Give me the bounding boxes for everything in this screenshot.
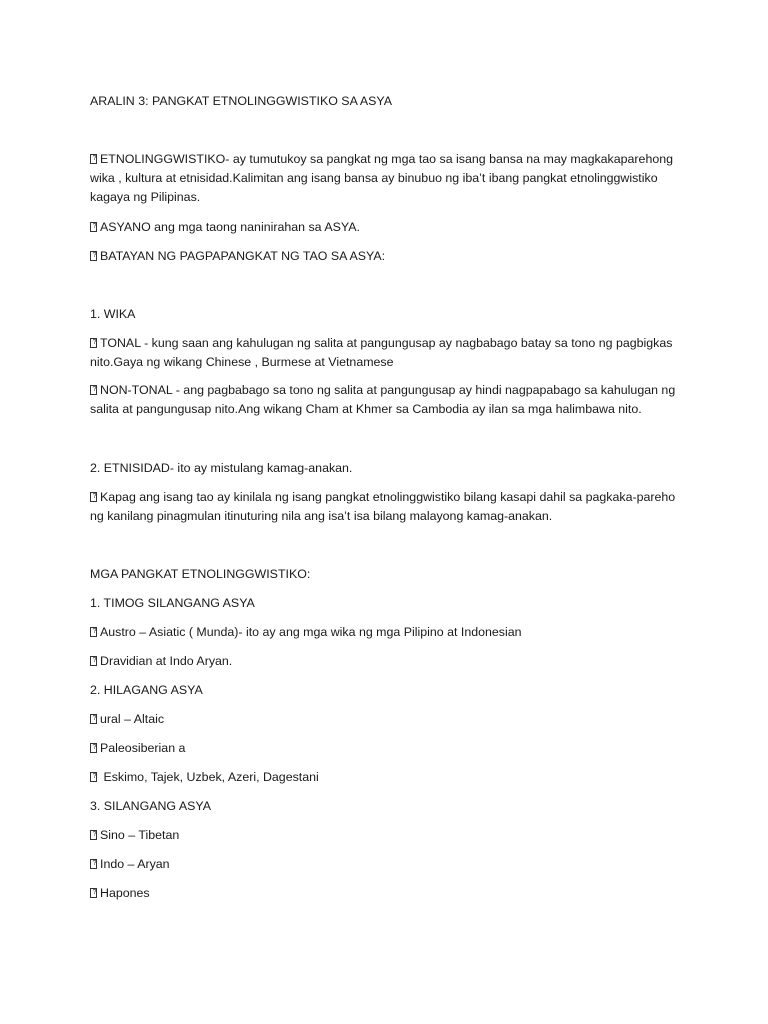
- list-item: ?Paleosiberian a: [90, 739, 185, 757]
- bullet-icon: [90, 251, 97, 261]
- bullet-icon: [90, 338, 97, 348]
- bullet-icon: [90, 830, 97, 840]
- bullet-icon: [90, 385, 97, 395]
- list-item: ?ural – Altaic: [90, 710, 164, 728]
- bullet-icon: [90, 656, 97, 666]
- etnisidad-paragraph: ?Kapag ang isang tao ay kinilala ng isang pangkat etnolinggwistiko bilang kasapi dahil sa pagkaka-pareho ng kanilang pinagmulan itinuturing nila ang isa’t isa bilang malayong kamag-anakan.: [90, 488, 690, 526]
- etnisidad-heading: 2. ETNISIDAD- ito ay mistulang kamag-anakan.: [90, 461, 353, 475]
- list-item: ?Hapones: [90, 884, 150, 902]
- list-item: ?Sino – Tibetan: [90, 826, 179, 844]
- bullet-icon: [90, 154, 97, 164]
- bullet-icon: [90, 627, 97, 637]
- groups-heading: MGA PANGKAT ETNOLINGGWISTIKO:: [90, 567, 311, 581]
- bullet-icon: [90, 743, 97, 753]
- list-item: ? Eskimo, Tajek, Uzbek, Azeri, Dagestani: [90, 768, 319, 786]
- bullet-icon: [90, 859, 97, 869]
- asyano-line: ?ASYANO ang mga taong naninirahan sa ASYA.: [90, 218, 360, 236]
- silangan-heading: 3. SILANGANG ASYA: [90, 799, 211, 813]
- nontonal-paragraph: ?NON-TONAL - ang pagbabago sa tono ng salita at pangungusap ay hindi nagpapabago sa kahulugan ng salita at pangungusap nito.Ang wikang Cham at Khmer sa Cambodia ay ilan sa mga halimbawa nito.: [90, 381, 690, 419]
- definition-paragraph: ?ETNOLINGGWISTIKO- ay tumutukoy sa pangkat ng mga tao sa isang bansa na may magkakaparehong wika , kultura at etnisidad.Kalimitan ang isang bansa ay binubuo ng iba’t ibang pangkat etnolinggwistiko kagaya ng Pilipinas.: [90, 150, 690, 207]
- page-title: ARALIN 3: PANGKAT ETNOLINGGWISTIKO SA ASYA: [90, 94, 393, 108]
- wika-heading: 1. WIKA: [90, 307, 136, 321]
- bullet-icon: [90, 222, 97, 232]
- bullet-icon: [90, 714, 97, 724]
- tonal-paragraph: ?TONAL - kung saan ang kahulugan ng salita at pangungusap ay nagbabago batay sa tono ng pagbigkas nito.Gaya ng wikang Chinese , Burmese at Vietnamese: [90, 334, 690, 372]
- bullet-icon: [90, 492, 97, 502]
- list-item: ?Dravidian at Indo Aryan.: [90, 652, 232, 670]
- hilaga-heading: 2. HILAGANG ASYA: [90, 683, 203, 697]
- list-item: ?Austro – Asiatic ( Munda)- ito ay ang mga wika ng mga Pilipino at Indonesian: [90, 623, 522, 641]
- bullet-icon: [90, 888, 97, 898]
- bullet-icon: [90, 772, 97, 782]
- list-item: ?Indo – Aryan: [90, 855, 170, 873]
- timog-heading: 1. TIMOG SILANGANG ASYA: [90, 596, 255, 610]
- batayan-line: ?BATAYAN NG PAGPAPANGKAT NG TAO SA ASYA:: [90, 247, 385, 265]
